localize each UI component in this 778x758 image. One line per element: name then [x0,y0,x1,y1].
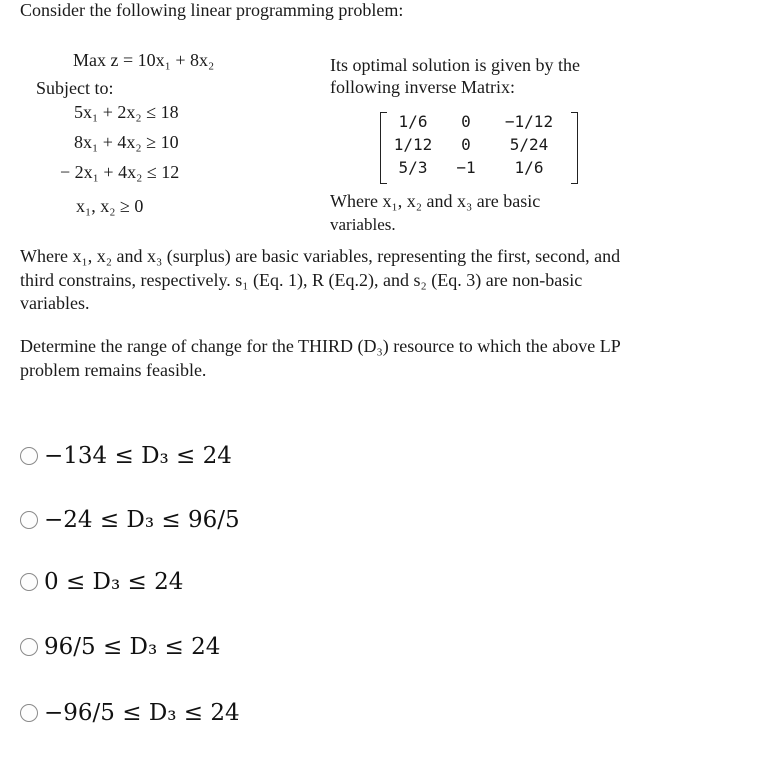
radio-button[interactable] [20,447,38,465]
matrix-cell: −1/12 [504,112,554,131]
prompt-line-2: problem remains feasible. [20,360,207,380]
radio-button[interactable] [20,638,38,656]
option-label: 0 ≤ D₃ ≤ 24 [44,569,184,595]
objective-function: Max z = 10x₁ + 8x₂ [73,50,215,70]
basic-variables-note-line-1: Where x₁, x₂ and x₃ are basic [330,191,541,211]
radio-button[interactable] [20,573,38,591]
matrix-cell: 1/6 [514,158,544,177]
answer-option-3[interactable] [20,567,183,597]
answer-option-5[interactable] [20,698,240,728]
inverse-intro-line-2: following inverse Matrix: [330,77,515,97]
basic-variables-note-line-2: variables. [330,215,396,234]
question-intro: Consider the following linear programming problem: [20,0,404,20]
radio-button[interactable] [20,511,38,529]
matrix-cell: 0 [461,112,471,131]
constraint-1: 5x₁ + 2x₂ ≤ 18 [74,102,179,122]
nonnegativity-constraint: x₁, x₂ ≥ 0 [76,196,144,216]
answer-option-2[interactable] [20,505,240,535]
option-label: 96/5 ≤ D₃ ≤ 24 [44,634,221,660]
matrix-row [380,135,578,157]
radio-button[interactable] [20,704,38,722]
matrix-cell: 1/6 [398,112,428,131]
matrix-row [380,158,578,180]
inverse-intro-line-1: Its optimal solution is given by the [330,55,580,75]
prompt-line-1: Determine the range of change for the THIRD (D₃) resource to which the above LP [20,336,621,356]
subject-to-label: Subject to: [36,78,114,98]
constraint-3: − 2x₁ + 4x₂ ≤ 12 [60,162,180,182]
option-label: −96/5 ≤ D₃ ≤ 24 [44,700,240,726]
paragraph-line-2: third constrains, respectively. s₁ (Eq. 1), R (Eq.2), and s₂ (Eq. 3) are non-basic [20,270,583,290]
matrix-cell: 1/12 [393,135,433,154]
matrix-cell: 5/3 [398,158,428,177]
matrix-cell: −1 [456,158,476,177]
matrix-cell: 0 [461,135,471,154]
paragraph-line-3: variables. [20,293,90,313]
matrix-cell: 5/24 [509,135,549,154]
option-label: −24 ≤ D₃ ≤ 96/5 [44,507,240,533]
paragraph-line-1: Where x₁, x₂ and x₃ (surplus) are basic variables, representing the first, second, and [20,246,621,266]
inverse-matrix [380,112,578,184]
constraint-2: 8x₁ + 4x₂ ≥ 10 [74,132,179,152]
matrix-row [380,112,578,134]
answer-option-1[interactable] [20,441,232,471]
answer-option-4[interactable] [20,632,220,662]
option-label: −134 ≤ D₃ ≤ 24 [44,443,232,469]
